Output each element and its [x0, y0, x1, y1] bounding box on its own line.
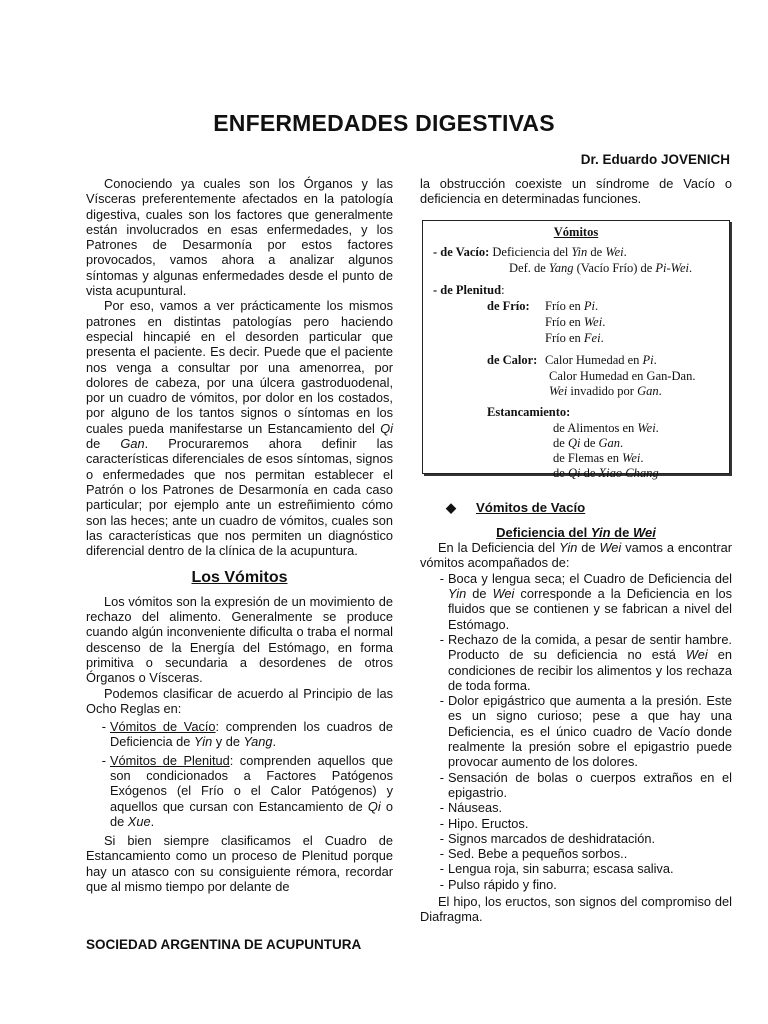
section-heading-vomitos-vacio: ◆ Vómitos de Vacío — [446, 499, 586, 515]
calor-item: Calor Humedad en Pi. — [545, 352, 657, 367]
calor-item: Wei invadido por Gan. — [549, 383, 662, 398]
list-item: - Sed. Bebe a pequeños sorbos.. — [439, 846, 628, 862]
estancamiento-item: de Qi de Gan. — [553, 435, 624, 450]
symptom-list — [420, 571, 732, 892]
frio-row: de Frío: — [487, 298, 530, 313]
frio-item: Frío en Wei. — [545, 314, 606, 329]
plenitud-row: - de Plenitud: — [433, 282, 505, 297]
calor-item: Calor Humedad en Gan-Dan. — [549, 368, 696, 383]
frio-item: Frío en Fei. — [545, 330, 604, 345]
vacio-row-2: Def. de Yang (Vacío Frío) de Pi-Wei. — [509, 260, 693, 275]
list-item: - Dolor epigástrico que aumenta a la presión. Este es un signo curioso; pese a que hay una Deficiencia, es el único cuadro de Vacío donde realmente la presión sobre el epigastrio puede provocar aumento de los dolores. — [439, 693, 732, 770]
closing-paragraph: El hipo, los eructos, son signos del compromiso del Diafragma. — [420, 894, 732, 925]
list-item: - Signos marcados de deshidratación. — [439, 830, 656, 846]
document-title: ENFERMEDADES DIGESTIVAS — [213, 110, 555, 136]
left-column — [86, 176, 393, 894]
list-item: - Boca y lengua seca; el Cuadro de Deficiencia del Yin de Wei corresponde a la Deficiencia en los fluidos que se contienen y se fabrican a nivel del Estómago. — [439, 570, 732, 632]
frio-item: Frío en Pi. — [545, 298, 599, 313]
continuation-paragraph: la obstrucción coexiste un síndrome de Vacío o deficiencia en determinadas funciones. — [420, 176, 732, 207]
estancamiento-item: de Alimentos en Wei. — [553, 420, 659, 435]
right-column — [420, 176, 732, 925]
list-item: - Sensación de bolas o cuerpos extraños en el epigastrio. — [439, 769, 732, 800]
intro-paragraph: Conociendo ya cuales son los Órganos y las Vísceras preferentemente afectados en la patología digestiva, cuales son los factores que generalmente están involucrados en esas enfermedades, y los Patrones de Desarmonía por estos factores provocados, vamos ahora a analizar algunos síntomas y algunas enfermedades desde el punto de vista acupuntural. — [86, 176, 393, 299]
estancamiento-item: de Qi de Xiao Chang — [553, 465, 659, 480]
author-name: Dr. Eduardo JOVENICH — [580, 152, 730, 167]
stagnation-paragraph: Si bien siempre clasificamos el Cuadro de Estancamiento como un proceso de Plenitud porque hay un atasco con su consiguiente rémora, recordar que al mismo tiempo por delante de — [86, 833, 393, 895]
vacio-row: - de Vacío: Deficiencia del Yin de Wei. — [433, 244, 627, 259]
list-item: - Pulso rápido y fino. — [439, 876, 557, 892]
box-title: Vómitos — [553, 224, 599, 239]
list-item: - Lengua roja, sin saburra; escasa saliva. — [439, 861, 674, 877]
subheading-deficiencia-yin-wei: Deficiencia del Yin de Wei — [496, 524, 656, 540]
vomitos-summary-box — [422, 220, 730, 480]
estancamiento-item: de Flemas en Wei. — [553, 450, 644, 465]
patterns-paragraph: Por eso, vamos a ver prácticamente los mismos patrones en distintas patologías pero haciendo especial hincapié en el desorden particular que presenta el paciente. Es decir. Puede que el paciente nos venga a consultar por una amenorrea, por dolores de cabeza, por una úlcera gastroduodenal, por un cuadro de vómitos, por dolor en los costados, por alguno de los tantos signos o síntomas en los cuales pueda manifestarse un Estancamiento del Qi de Gan. Procuraremos ahora definir las características diferenciales de esos síntomas, signos o enfermedades que nos permitan establecer el Patrón o los Patrones de Desarmonía en cada caso particular; por ejemplo ante un estreñimiento cómo son las heces; ante un cuadro de vómitos, cuales son las características que nos permiten un diagnóstico diferencial dentro de la clínica de la acupuntura. — [86, 298, 393, 559]
list-item: - Hipo. Eructos. — [439, 815, 529, 831]
section-heading-vomitos: Los Vómitos — [191, 569, 288, 587]
calor-row: de Calor: — [487, 352, 538, 367]
list-item: - Vómitos de Vacío: comprenden los cuadros de Deficiencia de Yin y de Yang. — [101, 719, 393, 750]
vomitos-definition-paragraph: Los vómitos son la expresión de un movimiento de rechazo del alimento. Generalmente se produce cuando algún inconveniente dificulta o traba el normal descenso de la Energía del Estómago, en forma primitiva o secundaria a desordenes de otros Órganos o Vísceras. — [86, 593, 393, 686]
classification-paragraph: Podemos clasificar de acuerdo al Principio de las Ocho Reglas en: — [86, 685, 393, 716]
deficiencia-intro-paragraph: En la Deficiencia del Yin de Wei vamos a encontrar vómitos acompañados de: — [420, 540, 732, 571]
list-item: - Vómitos de Plenitud: comprenden aquellos que son condicionados a Factores Patógenos Exógenos (el Frío o el Calor Patógenos) y aquellos que cursan con Estancamiento de Qi o de Xue. — [101, 752, 393, 829]
diamond-bullet-icon: ◆ — [446, 499, 457, 515]
list-item: - Rechazo de la comida, a pesar de sentir hambre. Producto de su deficiencia no está Wei en condiciones de recibir los alimentos y los rechaza de toda forma. — [439, 631, 732, 693]
estancamiento-row: Estancamiento: — [487, 404, 571, 419]
footer-society: SOCIEDAD ARGENTINA DE ACUPUNTURA — [86, 937, 362, 952]
list-item: - Náuseas. — [439, 800, 503, 816]
